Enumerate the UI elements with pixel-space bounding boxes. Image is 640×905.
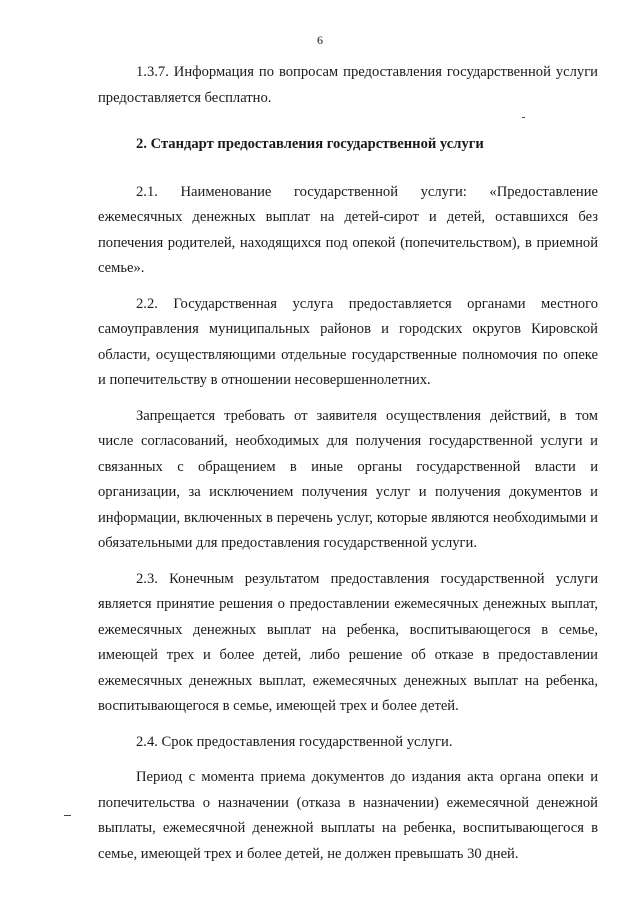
scan-speck — [522, 117, 525, 118]
paragraph-2-2-prohibition: Запрещается требовать от заявителя осуществления действий, в том числе согласований, необходимых для получения государственной услуги и связанных с обращением в иные органы государственной власти и организации, за исключением получения услуг и получения документов и информации, включенных в перечень услуг, которые являются необходимыми и обязательными для предоставления государственной услуги. — [98, 407, 598, 551]
paragraph-2-2: 2.2. Государственная услуга предоставляется органами местного самоуправления муниципальных районов и городских округов Кировской области, осуществляющими отдельные государственные полномочия по опеке и попечительству в отношении несовершеннолетних. — [98, 295, 598, 388]
paragraph-2-3: 2.3. Конечным результатом предоставления государственной услуги является принятие решения о предоставлении ежемесячных денежных выплат, ежемесячных денежных выплат на ребенка, воспитывающегося в семье, имеющей трех и более детей, либо решение об отказе в предоставлении ежемесячных денежных выплат, ежемесячных денежных выплат на ребенка, воспитывающегося в семье, имеющей трех и более детей. — [98, 570, 598, 714]
section-heading-2: 2. Стандарт предоставления государственной услуги — [136, 136, 484, 152]
paragraph-2-4-period: Период с момента приема документов до издания акта органа опеки и попечительства о назначении (отказа в назначении) ежемесячной денежной выплаты, ежемесячной денежной выплаты на ребенка, воспитывающегося в семье, имеющей трех и более детей, не должен превышать 30 дней. — [98, 769, 598, 862]
page-number: 6 — [317, 33, 323, 47]
paragraph-2-4: 2.4. Срок предоставления государственной услуги. — [136, 733, 453, 750]
paragraph-2-1: 2.1. Наименование государственной услуги: «Предоставление ежемесячных денежных выплат на детей-сирот и детей, оставшихся без попечения родителей, находящихся под опекой (попечительством), в приемной семье». — [98, 183, 598, 276]
document-body — [98, 60, 598, 867]
scan-speck — [64, 815, 71, 816]
paragraph-1-3-7: 1.3.7. Информация по вопросам предоставления государственной услуги предоставляется бесплатно. — [98, 64, 598, 106]
